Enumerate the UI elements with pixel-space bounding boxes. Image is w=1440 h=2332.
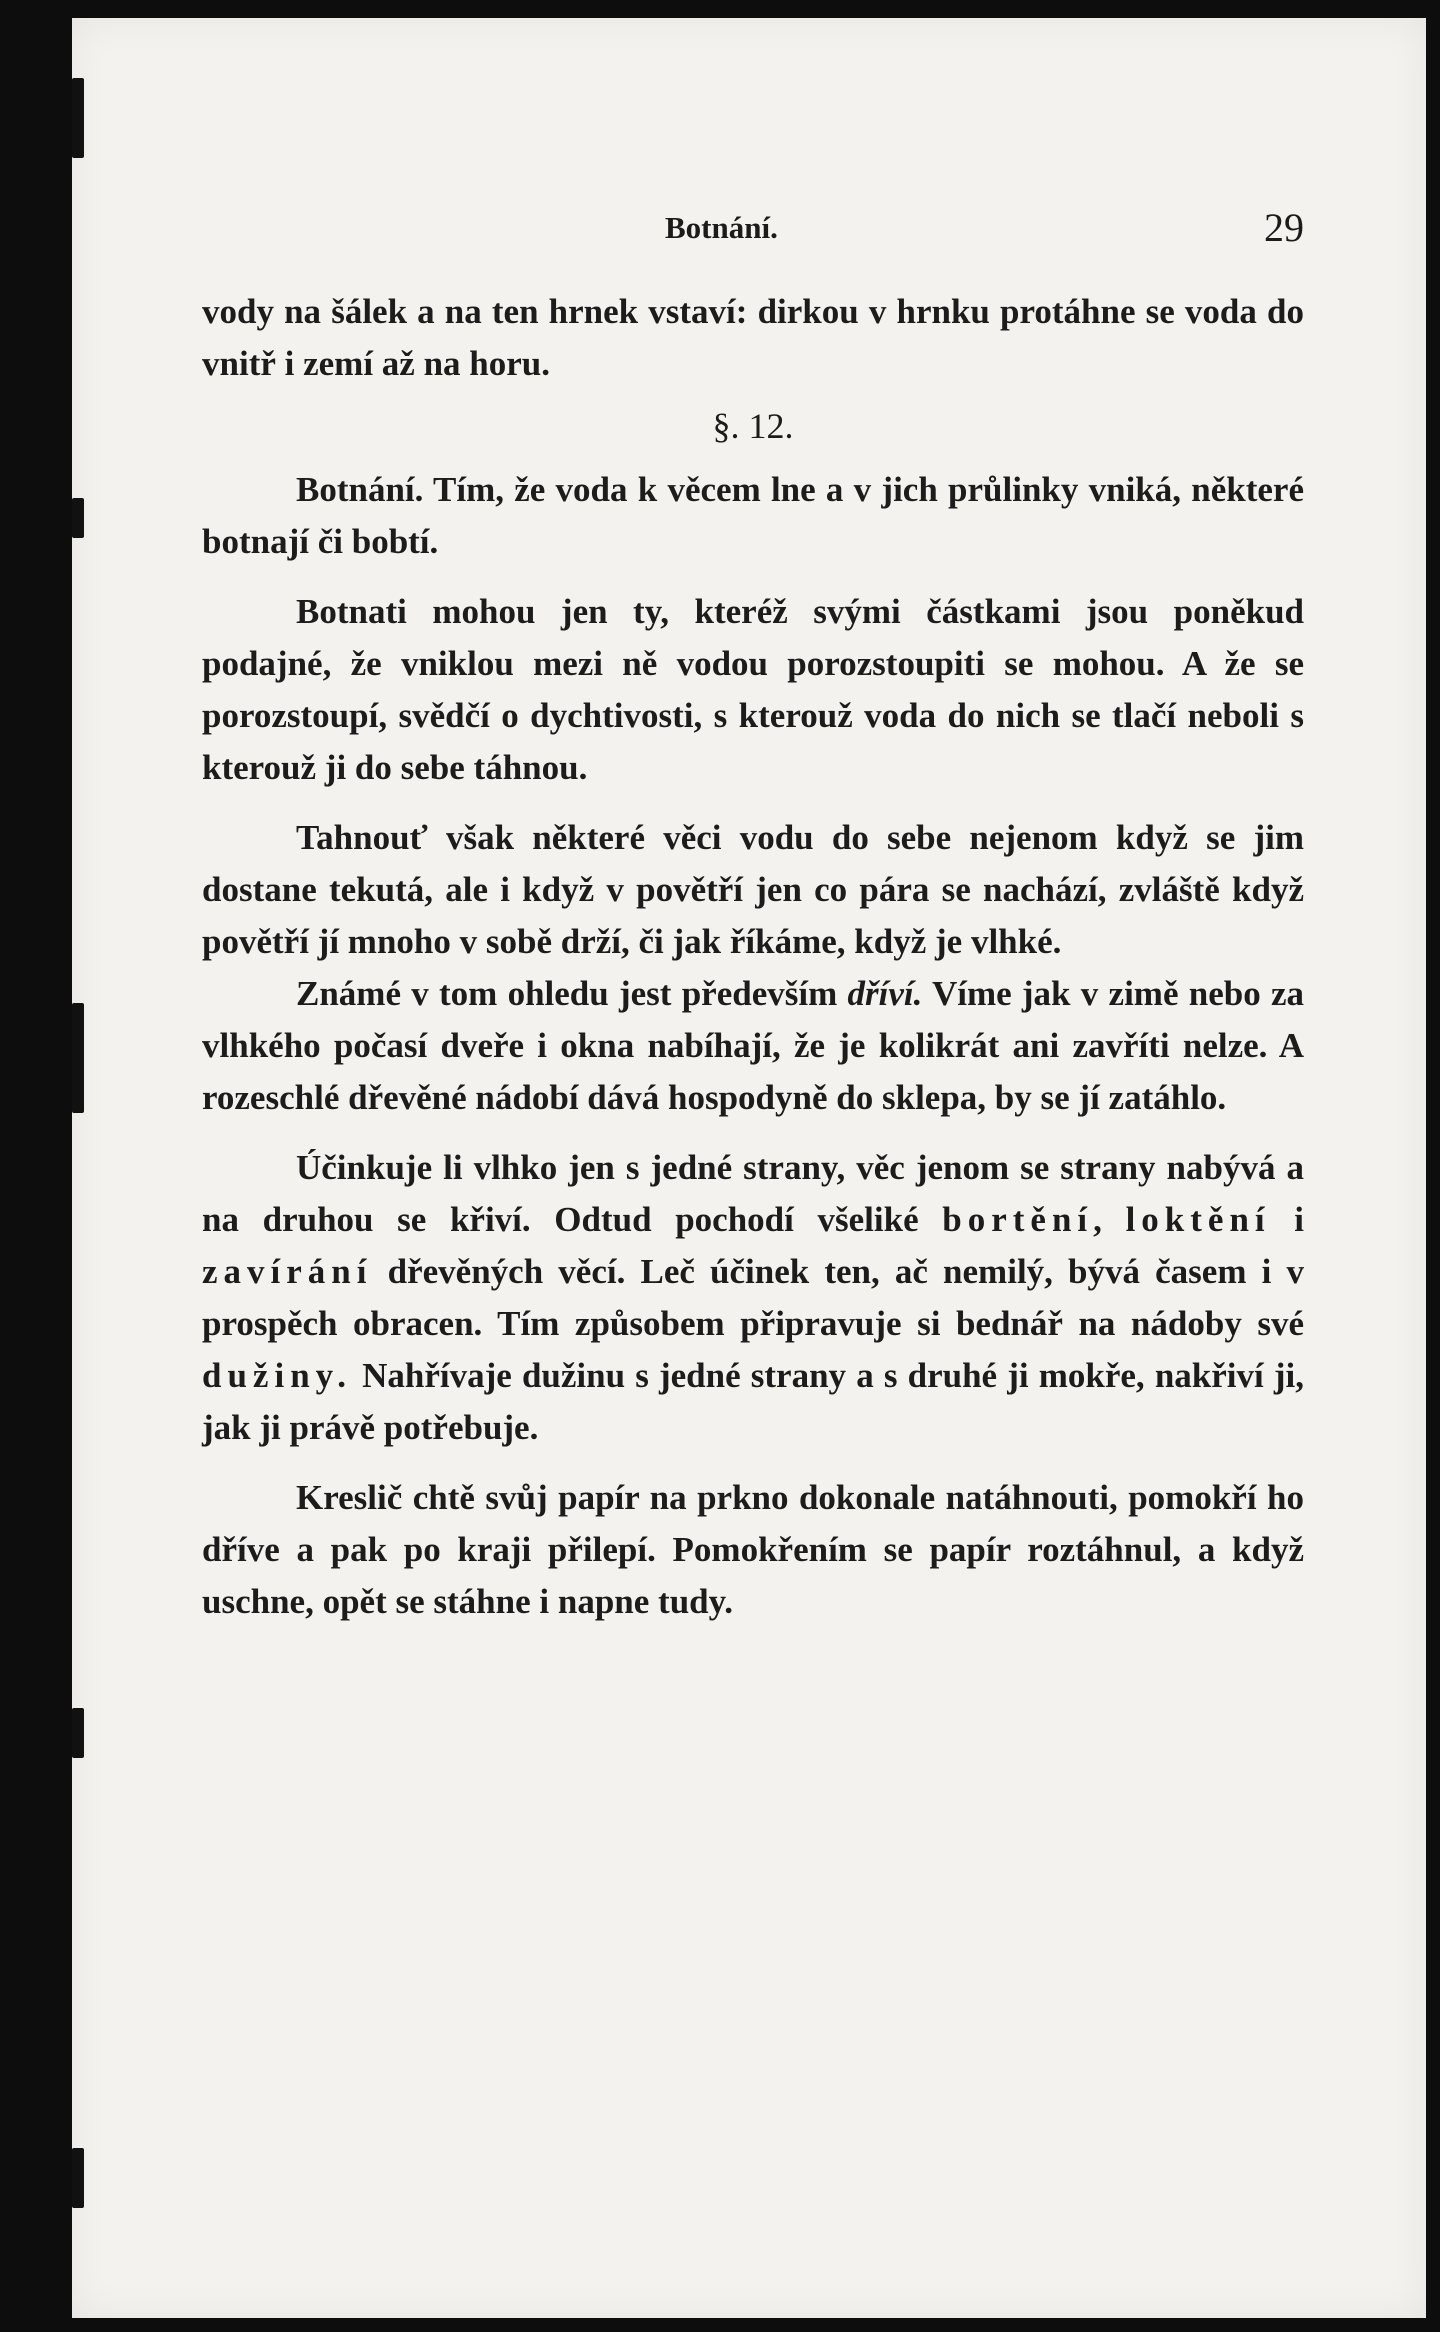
paragraph: [202, 968, 1304, 1124]
running-head: Botnání.: [665, 210, 778, 245]
spaced-term: loktění: [1125, 1200, 1271, 1239]
paragraph-text: Nahřívaje dužinu s jedné strany a s druhé ji mokře, nakřiví ji, jak ji právě potřebuje.: [202, 1356, 1304, 1447]
paragraph-text: Víme jak v zimě nebo za vlhkého počasí dveře i okna nabíhají, že je kolikrát ani zavříti nelze. A rozeschlé dřevěné nádobí dává hospodyně do sklepa, by se jí zatáhlo.: [202, 974, 1304, 1117]
binding-mark: [72, 498, 84, 538]
binding-mark: [72, 1003, 84, 1113]
paragraph-text: Známé v tom ohledu jest především: [296, 974, 848, 1013]
paragraph: [202, 1142, 1304, 1454]
binding-mark: [72, 2148, 84, 2208]
paragraph: [202, 464, 1304, 568]
paragraph: Tahnouť však některé věci vodu do sebe nejenom když se jim dostane tekutá, ale i když v povětří jen co pára se nachází, zvláště když povětří jí mnoho v sobě drží, či jak říkáme, když je vlhké.: [202, 818, 1304, 961]
page-body: [202, 286, 1304, 1628]
binding-mark: [72, 1708, 84, 1758]
binding-mark: [72, 78, 84, 158]
spaced-term: bortění: [942, 1200, 1094, 1239]
paragraph-text: i: [1270, 1200, 1305, 1239]
section-heading: §. 12.: [712, 406, 794, 446]
page-header: [72, 206, 1426, 256]
paragraph-text: Účinkuje li vlhko jen s jedné strany, věc jenom se strany nabývá a na druhou se křiví. Odtud pochodí všeliké: [202, 1148, 1304, 1239]
paragraph-text: ,: [1093, 1200, 1126, 1239]
paragraph-text: Tím, že voda k věcem lne a v jich průlinky vniká, některé botnají či bobtí.: [202, 470, 1304, 561]
emphasis-text: dříví.: [847, 974, 923, 1013]
paragraph: Botnati mohou jen ty, kteréž svými částkami jsou poněkud podajné, že vniklou mezi ně vodou porozstoupiti se mohou. A že se porozstoupí, svědčí o dychtivosti, s kterouž voda do nich se tlačí neboli s kterouž ji do sebe táhnou.: [202, 592, 1304, 787]
paragraph-text: dřevěných věcí. Leč účinek ten, ač nemilý, bývá časem i v prospěch obracen. Tím způsobem připravuje si bednář na nádoby své: [202, 1252, 1304, 1343]
page-number: 29: [1264, 205, 1304, 250]
term-heading: Botnání.: [296, 470, 424, 509]
paragraph-continuation: vody na šálek a na ten hrnek vstaví: dirkou v hrnku protáhne se voda do vnitř i zemí až na horu.: [202, 292, 1304, 383]
paragraph: Kreslič chtě svůj papír na prkno dokonale natáhnouti, pomokří ho dříve a pak po kraji přilepí. Pomokřením se papír roztáhnul, a když uschne, opět se stáhne i napne tudy.: [202, 1478, 1304, 1621]
spaced-term: dužiny.: [202, 1356, 352, 1395]
spaced-term: zavírání: [202, 1252, 373, 1291]
book-page: [72, 18, 1426, 2318]
